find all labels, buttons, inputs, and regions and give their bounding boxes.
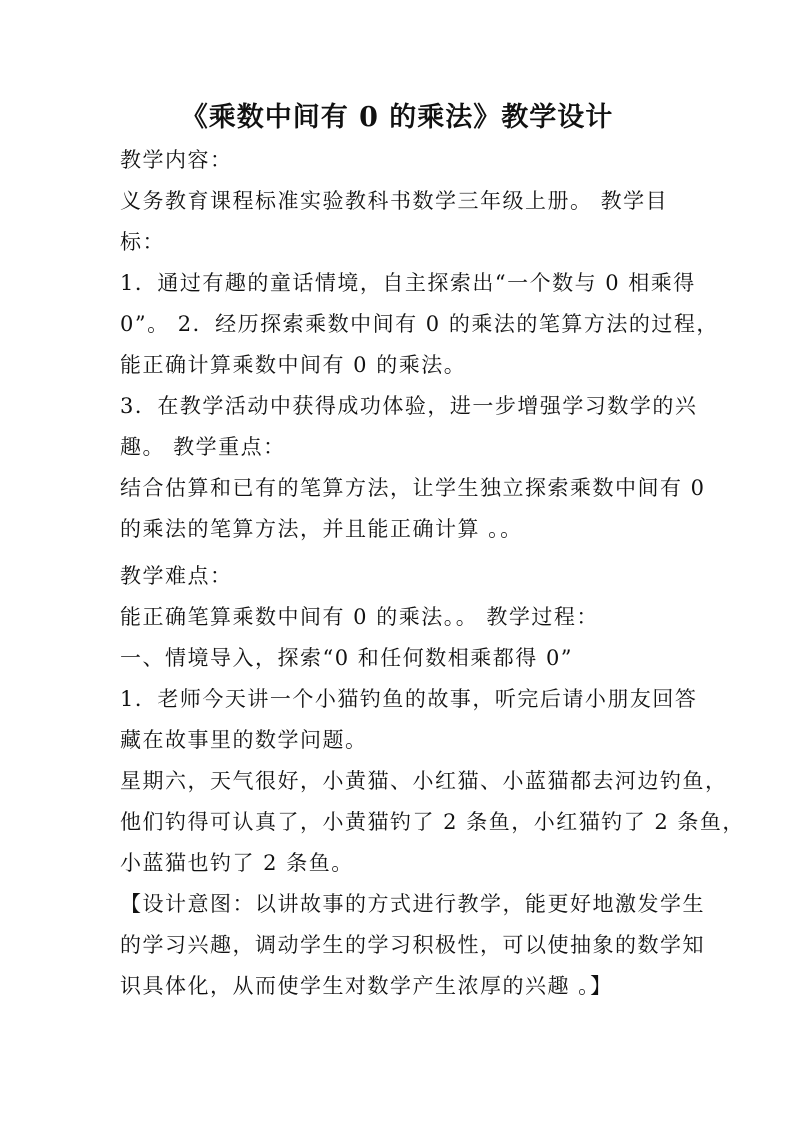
- text-line: 能正确计算乘数中间有 0 的乘法。: [120, 353, 467, 377]
- text-line: 能正确笔算乘数中间有 0 的乘法。。 教学过程：: [120, 605, 599, 629]
- text-line: 结合估算和已有的笔算方法，让学生独立探索乘数中间有 0: [120, 476, 706, 500]
- text-line: 识具体化，从而使学生对数学产生浓厚的兴趣 。】: [120, 974, 613, 998]
- text-line: 1．老师今天讲一个小猫钓鱼的故事，听完后请小朋友回答: [120, 687, 698, 711]
- text-line: 星期六，天气很好，小黄猫、小红猫、小蓝猫都去河边钓鱼，: [120, 769, 728, 793]
- text-line: 1．通过有趣的童话情境，自主探索出“一个数与 0 相乘得: [120, 271, 696, 295]
- text-line: 标：: [120, 230, 165, 254]
- text-line: 【设计意图：以讲故事的方式进行教学，能更好地激发学生: [120, 892, 705, 916]
- text-line: 3．在教学活动中获得成功体验，进一步增强学习数学的兴: [120, 394, 698, 418]
- text-line: 一、情境导入，探索“0 和任何数相乘都得 0”: [120, 646, 574, 670]
- text-line: 0”。 2．经历探索乘数中间有 0 的乘法的笔算方法的过程，: [120, 312, 719, 336]
- text-line: 小蓝猫也钓了 2 条鱼。: [120, 851, 354, 875]
- text-line: 教学难点：: [120, 564, 233, 588]
- text-line: 藏在故事里的数学问题。: [120, 728, 368, 752]
- text-line: 教学内容：: [120, 148, 233, 172]
- document-title: 《乘数中间有 0 的乘法》教学设计: [180, 102, 614, 133]
- text-line: 的学习兴趣，调动学生的学习积极性，可以使抽象的数学知: [120, 933, 705, 957]
- text-line: 他们钓得可认真了，小黄猫钓了 2 条鱼，小红猫钓了 2 条鱼，: [120, 810, 745, 834]
- text-line: 的乘法的笔算方法，并且能正确计算 。。: [120, 517, 523, 541]
- text-line: 趣。 教学重点：: [120, 435, 286, 459]
- text-line: 义务教育课程标准实验教科书数学三年级上册。 教学目: [120, 189, 669, 213]
